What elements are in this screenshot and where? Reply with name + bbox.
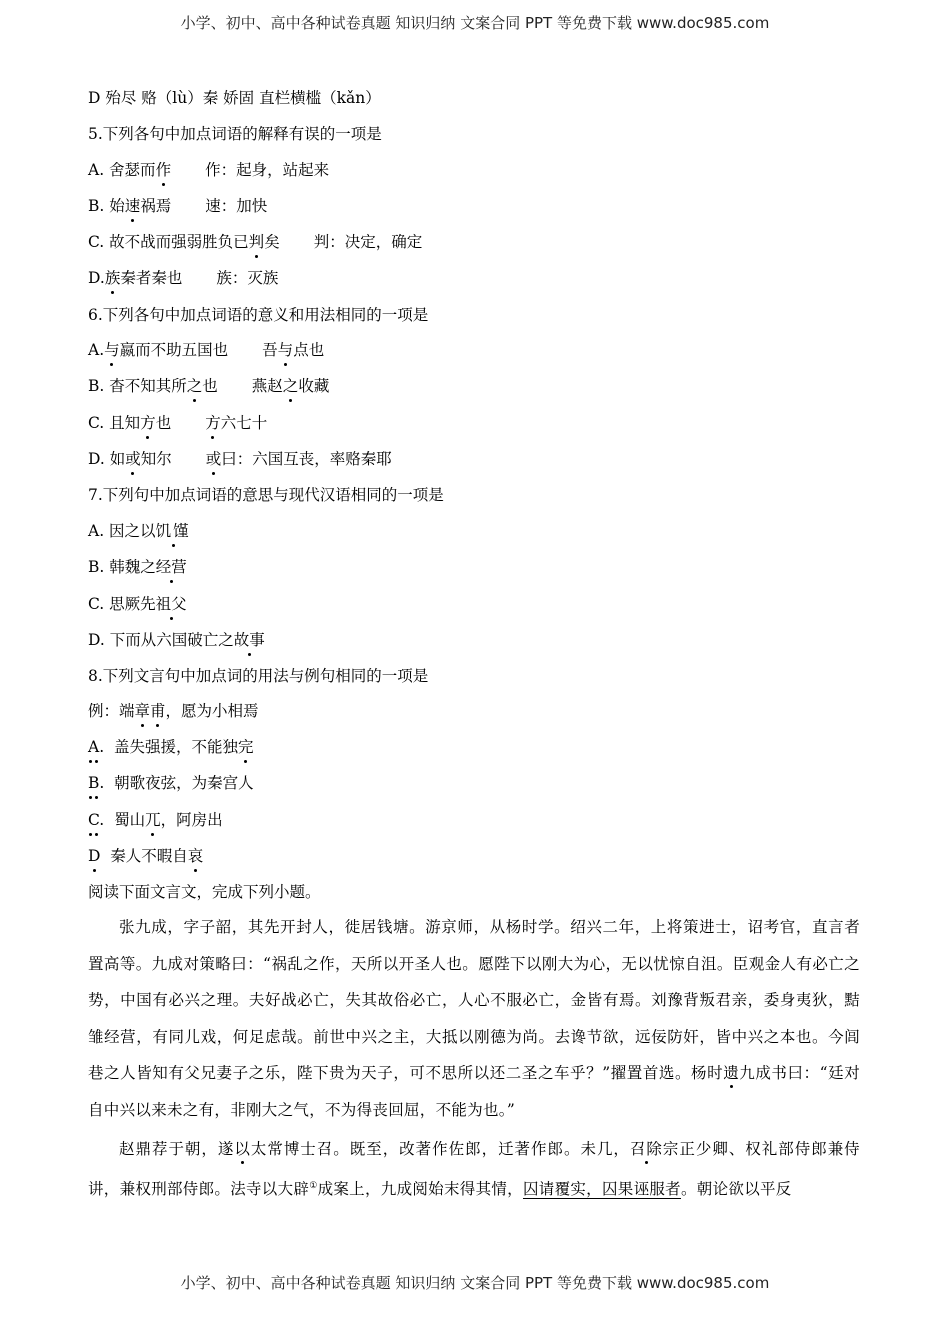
q5-option-b[interactable]: B. 始速祸焉 速：加快: [88, 197, 268, 215]
underlined-sentence: 囚请覆实，囚果诬服者: [522, 1179, 681, 1198]
page-footer: 小学、初中、高中各种试卷真题 知识归纳 文案合同 PPT 等免费下载 www.doc985.com: [180, 1274, 770, 1292]
q6-option-b[interactable]: B. 杳不知其所之也 燕赵之收藏: [88, 377, 330, 395]
q5-stem: 5.下列各句中加点词语的解释有误的一项是: [88, 125, 382, 143]
passage-paragraph-2: 赵鼎荐于朝，遂以太常博士召。既至，改著作佐郎，迁著作郎。未几，召除宗正少卿、权礼部侍郎兼侍讲，兼权刑部侍郎。法寺以大辟①成案上，九成阅始末得其情，囚请覆实，囚果诬服者。朝论欲以平反: [88, 1140, 860, 1198]
q8-option-c[interactable]: C. 蜀山兀，阿房出: [88, 811, 223, 829]
q7-option-b[interactable]: B. 韩魏之经营: [88, 558, 187, 576]
q6-stem: 6.下列各句中加点词语的意义和用法相同的一项是: [88, 306, 429, 324]
q5-option-d[interactable]: D.族秦者秦也 族：灭族: [88, 269, 279, 287]
passage-paragraph-1: 张九成，字子韶，其先开封人，徙居钱塘。游京师，从杨时学。绍兴二年，上将策进士，诏考官，直言者置高等。九成对策略曰：“祸乱之作，天所以开圣人也。愿陛下以刚大为心，无以忧惊自沮。臣观金人有必亡之势，中国有必兴之理。夫好战必亡，失其故俗必亡，人心不服必亡，金皆有焉。刘豫背叛君亲，委身夷狄，黠雏经营，有同儿戏，何足虑哉。前世中兴之主，大抵以刚德为尚。去谗节欲，远佞防奸，皆中兴之本也。今闾巷之人皆知有父兄妻子之乐，陛下贵为天子，可不思所以还二圣之车乎？”擢置首选。杨时遗九成书曰：“廷对自中兴以来未之有，非刚大之气，不为得丧回屈，不能为也。”: [88, 918, 860, 1119]
q8-option-d[interactable]: D 秦人不暇自哀: [88, 847, 204, 865]
q8-option-a[interactable]: A. 盖失强援，不能独完: [88, 738, 254, 756]
q5-option-a[interactable]: A. 舍瑟而作 作：起身，站起来: [88, 161, 330, 179]
q7-option-c[interactable]: C. 思厥先祖父: [88, 595, 187, 613]
q6-option-d[interactable]: D. 如或知尔 或曰：六国互丧，率赂秦耶: [88, 450, 392, 468]
q5-option-c[interactable]: C. 故不战而强弱胜负已判矣 判：决定，确定: [88, 233, 423, 251]
q8-option-b[interactable]: B. 朝歌夜弦，为秦宫人: [88, 774, 254, 792]
reading-intro: 阅读下面文言文，完成下列小题。: [88, 883, 321, 901]
q8-example: 例：端章甫，愿为小相焉: [88, 702, 259, 720]
q6-option-a[interactable]: A.与嬴而不助五国也 吾与点也: [88, 341, 325, 359]
footnote-marker: ①: [309, 1180, 318, 1191]
q7-stem: 7.下列句中加点词语的意思与现代汉语相同的一项是: [88, 486, 444, 504]
q7-option-a[interactable]: A. 因之以饥馑: [88, 522, 191, 540]
q7-option-d[interactable]: D. 下而从六国破亡之故事: [88, 631, 265, 649]
q4-option-d: D 殆尽 赂（lù）秦 娇固 直栏横槛（kǎn）: [88, 89, 381, 107]
q8-stem: 8.下列文言句中加点词的用法与例句相同的一项是: [88, 667, 429, 685]
page-header: 小学、初中、高中各种试卷真题 知识归纳 文案合同 PPT 等免费下载 www.doc985.com: [180, 14, 770, 32]
q6-option-c[interactable]: C. 且知方也 方六七十: [88, 414, 268, 432]
